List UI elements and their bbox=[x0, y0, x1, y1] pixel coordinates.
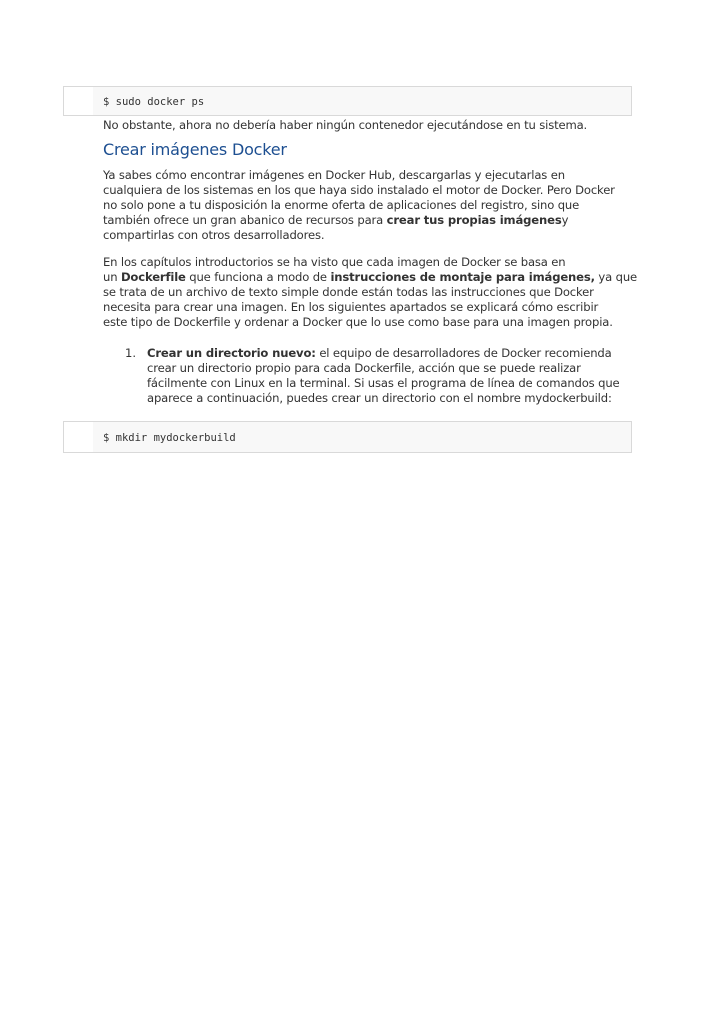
list-item-directorio bbox=[147, 346, 620, 406]
text-segment: compartirlas con otros desarrolladores. bbox=[103, 227, 325, 242]
code-text: $ mkdir mydockerbuild bbox=[103, 432, 236, 444]
code-text: $ sudo docker ps bbox=[103, 96, 205, 108]
paragraph-intro bbox=[103, 168, 615, 243]
bold-text: instrucciones de montaje para imágenes, bbox=[330, 269, 595, 284]
paragraph-line: No obstante, ahora no debería haber ningún contenedor ejecutándose en tu sistema. bbox=[103, 118, 588, 132]
text-segment: se trata de un archivo de texto simple donde están todas las instrucciones que Docker bbox=[103, 284, 594, 299]
bold-text: Crear un directorio nuevo: bbox=[147, 346, 316, 360]
paragraph-line bbox=[103, 213, 615, 228]
paragraph-dockerfile bbox=[103, 255, 637, 330]
paragraph-line bbox=[103, 228, 615, 243]
paragraph-line bbox=[103, 168, 615, 183]
text-segment: que funciona a modo de bbox=[185, 269, 331, 284]
paragraph-line bbox=[147, 346, 620, 361]
text-segment: cualquiera de los sistemas en los que haya sido instalado el motor de Docker. Pero Docker bbox=[103, 182, 615, 197]
section-heading: Crear imágenes Docker bbox=[103, 140, 287, 159]
list-number: 1. bbox=[125, 346, 137, 360]
code-block-docker-ps bbox=[63, 86, 632, 116]
text-segment: necesita para crear una imagen. En los siguientes apartados se explicará cómo escribir bbox=[103, 299, 599, 314]
paragraph-line bbox=[103, 300, 637, 315]
paragraph-line bbox=[147, 361, 620, 376]
paragraph-line bbox=[147, 391, 620, 406]
text-segment: el equipo de desarrolladores de Docker recomienda bbox=[315, 346, 612, 360]
bold-text: crear tus propias imágenes bbox=[386, 212, 562, 227]
text-segment: y bbox=[561, 212, 569, 227]
text-segment: un bbox=[103, 269, 121, 284]
paragraph-no-obstante bbox=[103, 118, 587, 133]
paragraph-line bbox=[103, 315, 637, 330]
paragraph-line bbox=[103, 285, 637, 300]
text-segment: aparece a continuación, puedes crear un directorio con el nombre mydockerbuild: bbox=[147, 390, 612, 405]
paragraph-line bbox=[103, 183, 615, 198]
paragraph-line bbox=[147, 376, 620, 391]
paragraph-line bbox=[103, 255, 637, 270]
text-segment: también ofrece un gran abanico de recursos para bbox=[103, 212, 387, 227]
text-segment: fácilmente con Linux en la terminal. Si usas el programa de línea de comandos que bbox=[147, 375, 620, 390]
code-block-mkdir bbox=[63, 421, 632, 453]
paragraph-line bbox=[103, 270, 637, 285]
text-segment: ya que bbox=[594, 269, 638, 284]
text-segment: Ya sabes cómo encontrar imágenes en Docker Hub, descargarlas y ejecutarlas en bbox=[103, 168, 565, 182]
text-segment: En los capítulos introductorios se ha visto que cada imagen de Docker se basa en bbox=[103, 255, 566, 269]
text-segment: este tipo de Dockerfile y ordenar a Docker que lo use como base para una imagen propia. bbox=[103, 314, 613, 329]
text-segment: crear un directorio propio para cada Dockerfile, acción que se puede realizar bbox=[147, 360, 581, 375]
paragraph-line bbox=[103, 198, 615, 213]
text-segment: no solo pone a tu disposición la enorme oferta de aplicaciones del registro, sino que bbox=[103, 197, 580, 212]
bold-text: Dockerfile bbox=[120, 269, 186, 284]
